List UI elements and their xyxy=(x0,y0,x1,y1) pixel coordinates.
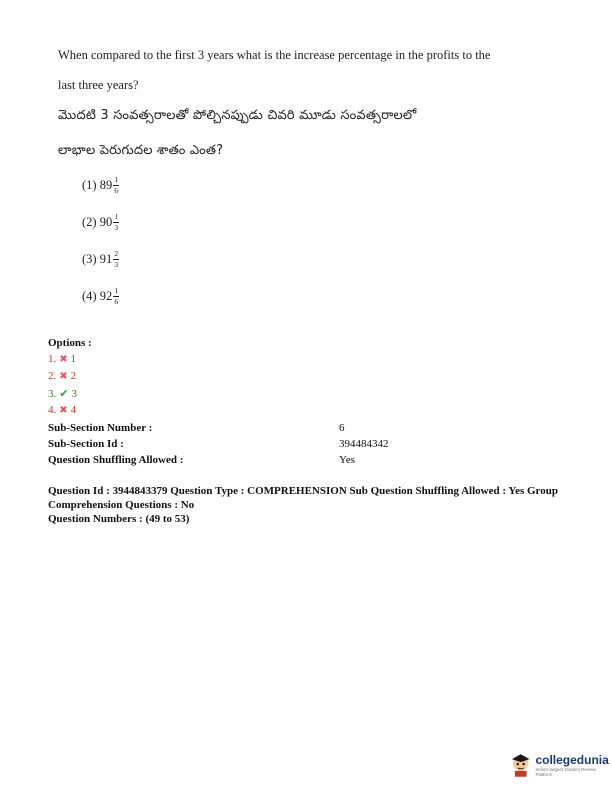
choice-whole: 90 xyxy=(99,215,113,229)
cross-icon: ✖ xyxy=(59,404,68,416)
choice-label: (1) xyxy=(82,178,97,192)
subsection-number-label: Sub-Section Number : xyxy=(48,422,153,434)
mascot-icon xyxy=(509,752,532,778)
question-numbers: Question Numbers : (49 to 53) xyxy=(48,513,190,525)
fraction-denominator: 6 xyxy=(114,186,119,195)
logo-tagline: India's largest Student Review Platform xyxy=(535,767,596,777)
option-value: 4 xyxy=(70,404,77,416)
question-telugu-line1: మొదటి 3 సంవత్సరాలతో పోల్చినప్పుడు చివరి మూడు సంవత్సరాలలో xyxy=(58,108,417,123)
option-value: 1 xyxy=(70,353,77,365)
option-item-correct xyxy=(48,387,77,400)
option-number: 1. xyxy=(48,353,57,365)
question-english-line1: When compared to the first 3 years what is the increase percentage in the profits to the xyxy=(58,48,491,62)
question-telugu-line2: లాభాల పెరుగుదల శాతం ఎంత? xyxy=(58,143,224,158)
option-number: 3. xyxy=(48,387,57,400)
choice-whole: 89 xyxy=(99,178,113,192)
choice-label: (3) xyxy=(82,252,97,266)
option-value: 2 xyxy=(70,370,77,382)
choice-fraction xyxy=(113,213,119,232)
choice-whole: 91 xyxy=(99,252,113,266)
subsection-id-label: Sub-Section Id : xyxy=(48,438,124,450)
subsection-id-value: 394484342 xyxy=(339,438,389,450)
logo-name: collegedunia xyxy=(535,753,609,767)
fraction-denominator: 3 xyxy=(114,223,119,232)
option-value: 3 xyxy=(71,387,77,400)
answer-choice xyxy=(82,287,119,306)
choice-fraction xyxy=(113,176,119,195)
collegedunia-logo xyxy=(509,752,612,778)
fraction-denominator: 3 xyxy=(114,260,119,269)
choice-whole: 92 xyxy=(99,289,113,303)
fraction-numerator: 1 xyxy=(114,212,119,221)
fraction-denominator: 6 xyxy=(114,297,119,306)
cross-icon: ✖ xyxy=(59,353,68,365)
option-item xyxy=(48,370,76,382)
fraction-numerator: 2 xyxy=(114,249,119,258)
shuffling-label: Question Shuffling Allowed : xyxy=(48,454,184,466)
options-header: Options : xyxy=(48,337,92,349)
choice-fraction xyxy=(113,287,119,306)
choice-label: (2) xyxy=(82,215,97,229)
check-icon: ✔ xyxy=(59,388,69,400)
option-number: 2. xyxy=(48,370,57,382)
fraction-numerator: 1 xyxy=(114,286,119,295)
question-english-line2: last three years? xyxy=(58,78,139,92)
choice-label: (4) xyxy=(82,289,97,303)
choice-fraction xyxy=(113,250,119,269)
question-info: Question Id : 3944843379 Question Type : COMPREHENSION Sub Question Shuffling Allowed : Yes Group Comprehension Questions : No xyxy=(48,485,558,511)
fraction-numerator: 1 xyxy=(114,175,119,184)
option-item xyxy=(48,404,76,416)
subsection-number-value: 6 xyxy=(339,422,345,434)
option-item xyxy=(48,353,76,365)
cross-icon: ✖ xyxy=(59,370,68,382)
option-number: 4. xyxy=(48,404,57,416)
answer-choice xyxy=(82,176,119,195)
shuffling-value: Yes xyxy=(339,454,356,466)
answer-choice xyxy=(82,250,119,269)
answer-choice xyxy=(82,213,119,232)
